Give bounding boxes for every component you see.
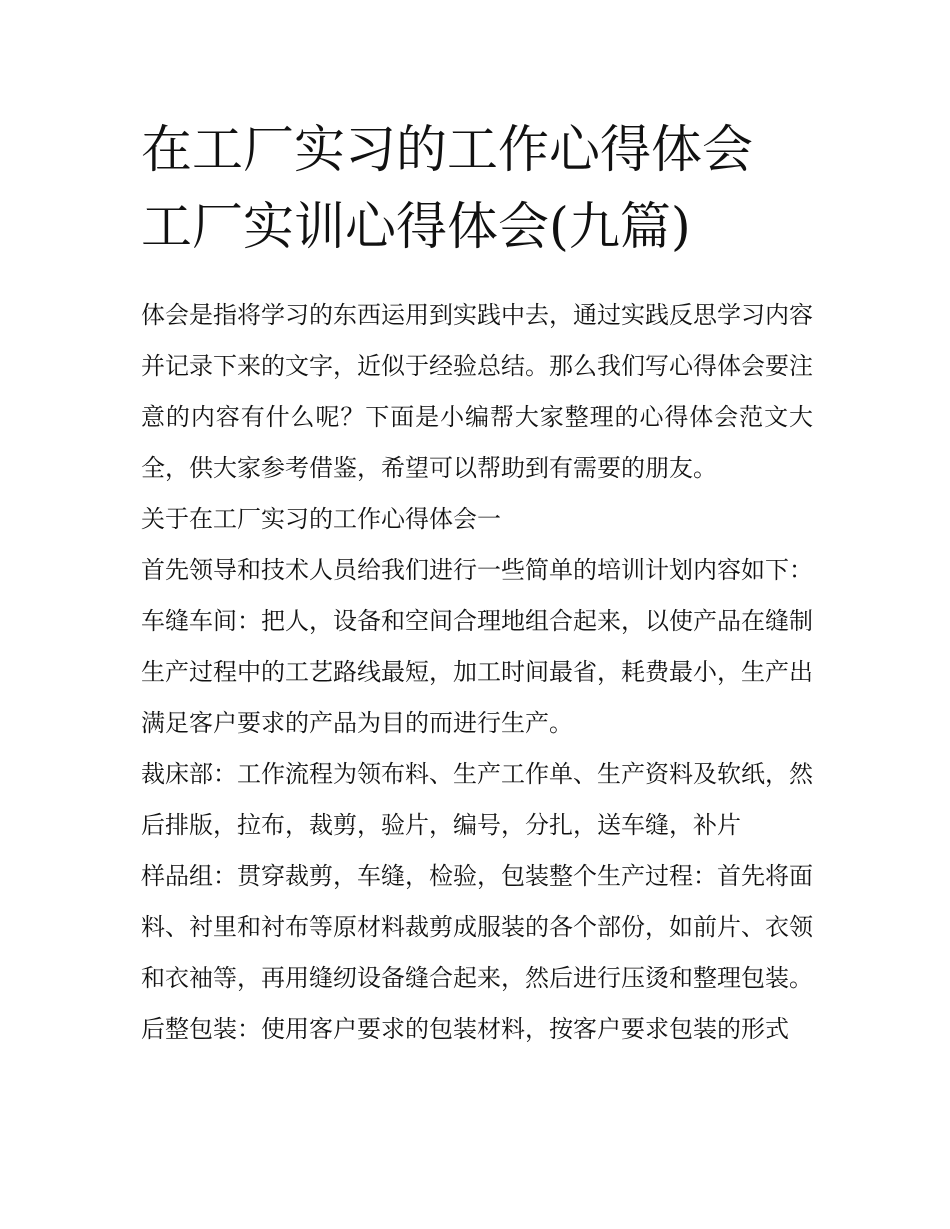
document-page [141, 112, 813, 1055]
document-body [141, 290, 813, 1055]
cutting-department-paragraph: 裁床部：工作流程为领布料、生产工作单、生产资料及软纸，然后排版，拉布，裁剪，验片，编号，分扎，送车缝，补片 [141, 760, 813, 839]
packaging-paragraph: 后整包装：使用客户要求的包装材料，按客户要求包装的形式 [141, 1015, 789, 1043]
sample-group-paragraph: 样品组：贯穿裁剪，车缝，检验，包装整个生产过程：首先将面料、衬里和衬布等原材料裁剪成服装的各个部份，如前片、衣领和衣袖等，再用缝纫设备缝合起来，然后进行压烫和整理包装。 [141, 862, 813, 992]
training-paragraph: 首先领导和技术人员给我们进行一些简单的培训计划内容如下：车缝车间：把人，设备和空间合理地组合起来，以使产品在缝制生产过程中的工艺路线最短，加工时间最省，耗费最小，生产出满足客户要求的产品为目的而进行生产。 [141, 556, 813, 737]
intro-paragraph: 体会是指将学习的东西运用到实践中去，通过实践反思学习内容并记录下来的文字，近似于经验总结。那么我们写心得体会要注意的内容有什么呢？下面是小编帮大家整理的心得体会范文大全，供大家参考借鉴，希望可以帮助到有需要的朋友。 [141, 301, 813, 482]
section-heading: 关于在工厂实习的工作心得体会一 [141, 505, 501, 533]
document-title: 在工厂实习的工作心得体会 工厂实训心得体会(九篇) [141, 121, 754, 257]
